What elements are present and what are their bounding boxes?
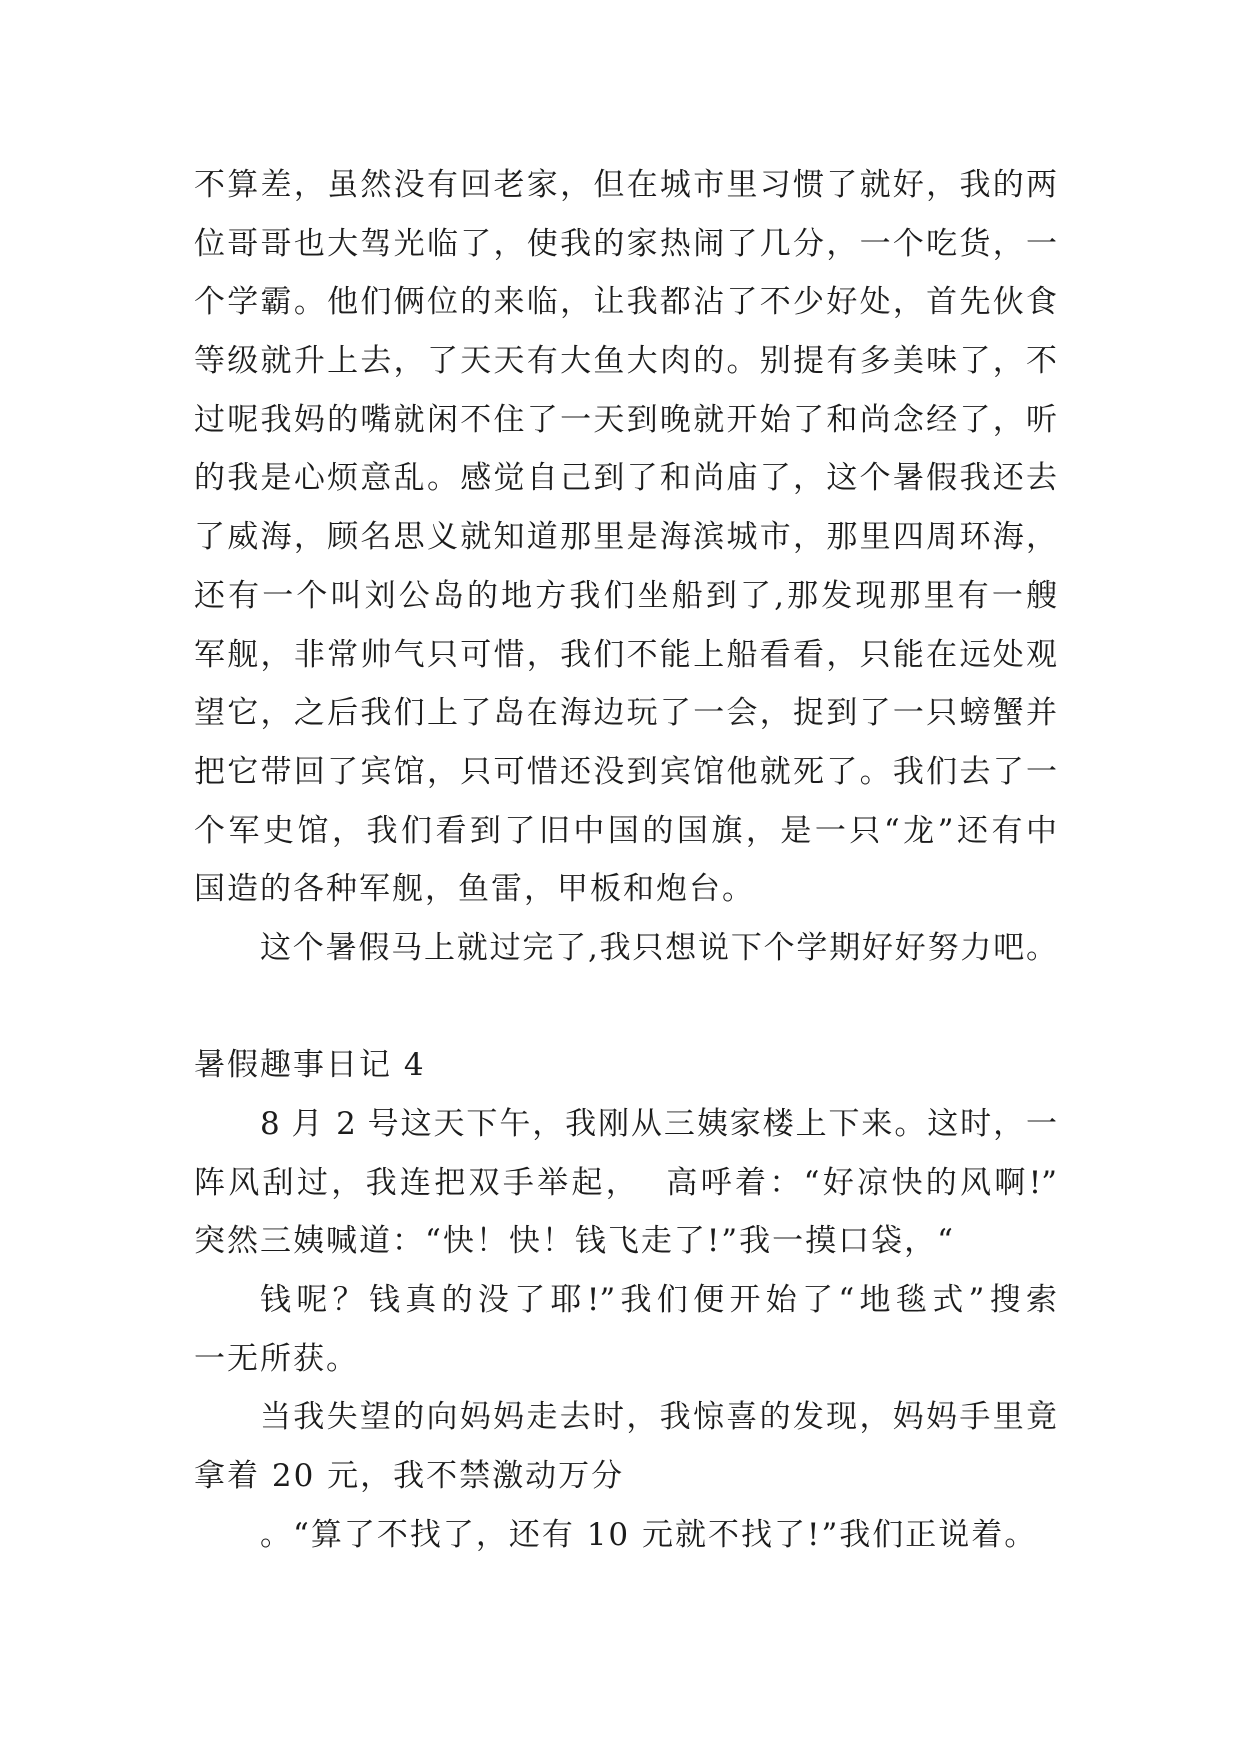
paragraph-first-line: 钱呢？钱真的没了耶!”我们便开始了“地毯式”搜索 xyxy=(260,1282,1057,1319)
text-line: 国造的各种军舰，鱼雷，甲板和炮台。 xyxy=(194,871,755,908)
text-line: 拿着 20 元，我不禁激动万分 xyxy=(194,1458,625,1495)
text-line: 军舰，非常帅气只可惜，我们不能上船看看，只能在远处观 xyxy=(194,636,1057,673)
text-line: 一无所获。 xyxy=(194,1340,359,1377)
text-line: 过呢我妈的嘴就闲不住了一天到晚就开始了和尚念经了，听 xyxy=(194,401,1057,438)
paragraph-first-line: 当我失望的向妈妈走去时，我惊喜的发现，妈妈手里竟 xyxy=(260,1399,1057,1436)
section-heading: 暑假趣事日记 4 xyxy=(194,1047,426,1084)
text-line: 望它，之后我们上了岛在海边玩了一会，捉到了一只螃蟹并 xyxy=(194,695,1057,732)
text-line: 了威海，顾名思义就知道那里是海滨城市，那里四周环海， xyxy=(194,519,1057,556)
paragraph-first-line: 8 月 2 号这天下午，我刚从三姨家楼上下来。这时，一 xyxy=(260,1106,1057,1142)
paragraph-first-line: 。“算了不找了，还有 10 元就不找了!”我们正说着。 xyxy=(260,1516,1038,1553)
text-line: 把它带回了宾馆，只可惜还没到宾馆他就死了。我们去了一 xyxy=(194,753,1057,790)
text-line: 等级就升上去，了天天有大鱼大肉的。别提有多美味了，不 xyxy=(194,343,1057,380)
text-line: 突然三姨喊道：“快！快！钱飞走了!”我一摸口袋，“ xyxy=(194,1223,955,1260)
paragraph-first-line: 这个暑假马上就过完了,我只想说下个学期好好努力吧。 xyxy=(260,929,1057,966)
text-line: 的我是心烦意乱。感觉自己到了和尚庙了，这个暑假我还去 xyxy=(194,460,1057,497)
text-line: 位哥哥也大驾光临了，使我的家热闹了几分，一个吃货，一 xyxy=(194,225,1057,262)
text-line: 还有一个叫刘公岛的地方我们坐船到了,那发现那里有一艘 xyxy=(194,577,1057,614)
text-line: 阵风刮过，我连把双手举起， 高呼着：“好凉快的风啊!” xyxy=(194,1164,1057,1201)
text-line: 不算差，虽然没有回老家，但在城市里习惯了就好，我的两 xyxy=(194,167,1057,203)
document-page xyxy=(194,156,1057,1565)
text-line: 个军史馆，我们看到了旧中国的国旗，是一只“龙”还有中 xyxy=(194,812,1057,849)
text-line: 个学霸。他们俩位的来临，让我都沾了不少好处，首先伙食 xyxy=(194,284,1057,321)
paragraph-gap xyxy=(194,978,1057,1037)
